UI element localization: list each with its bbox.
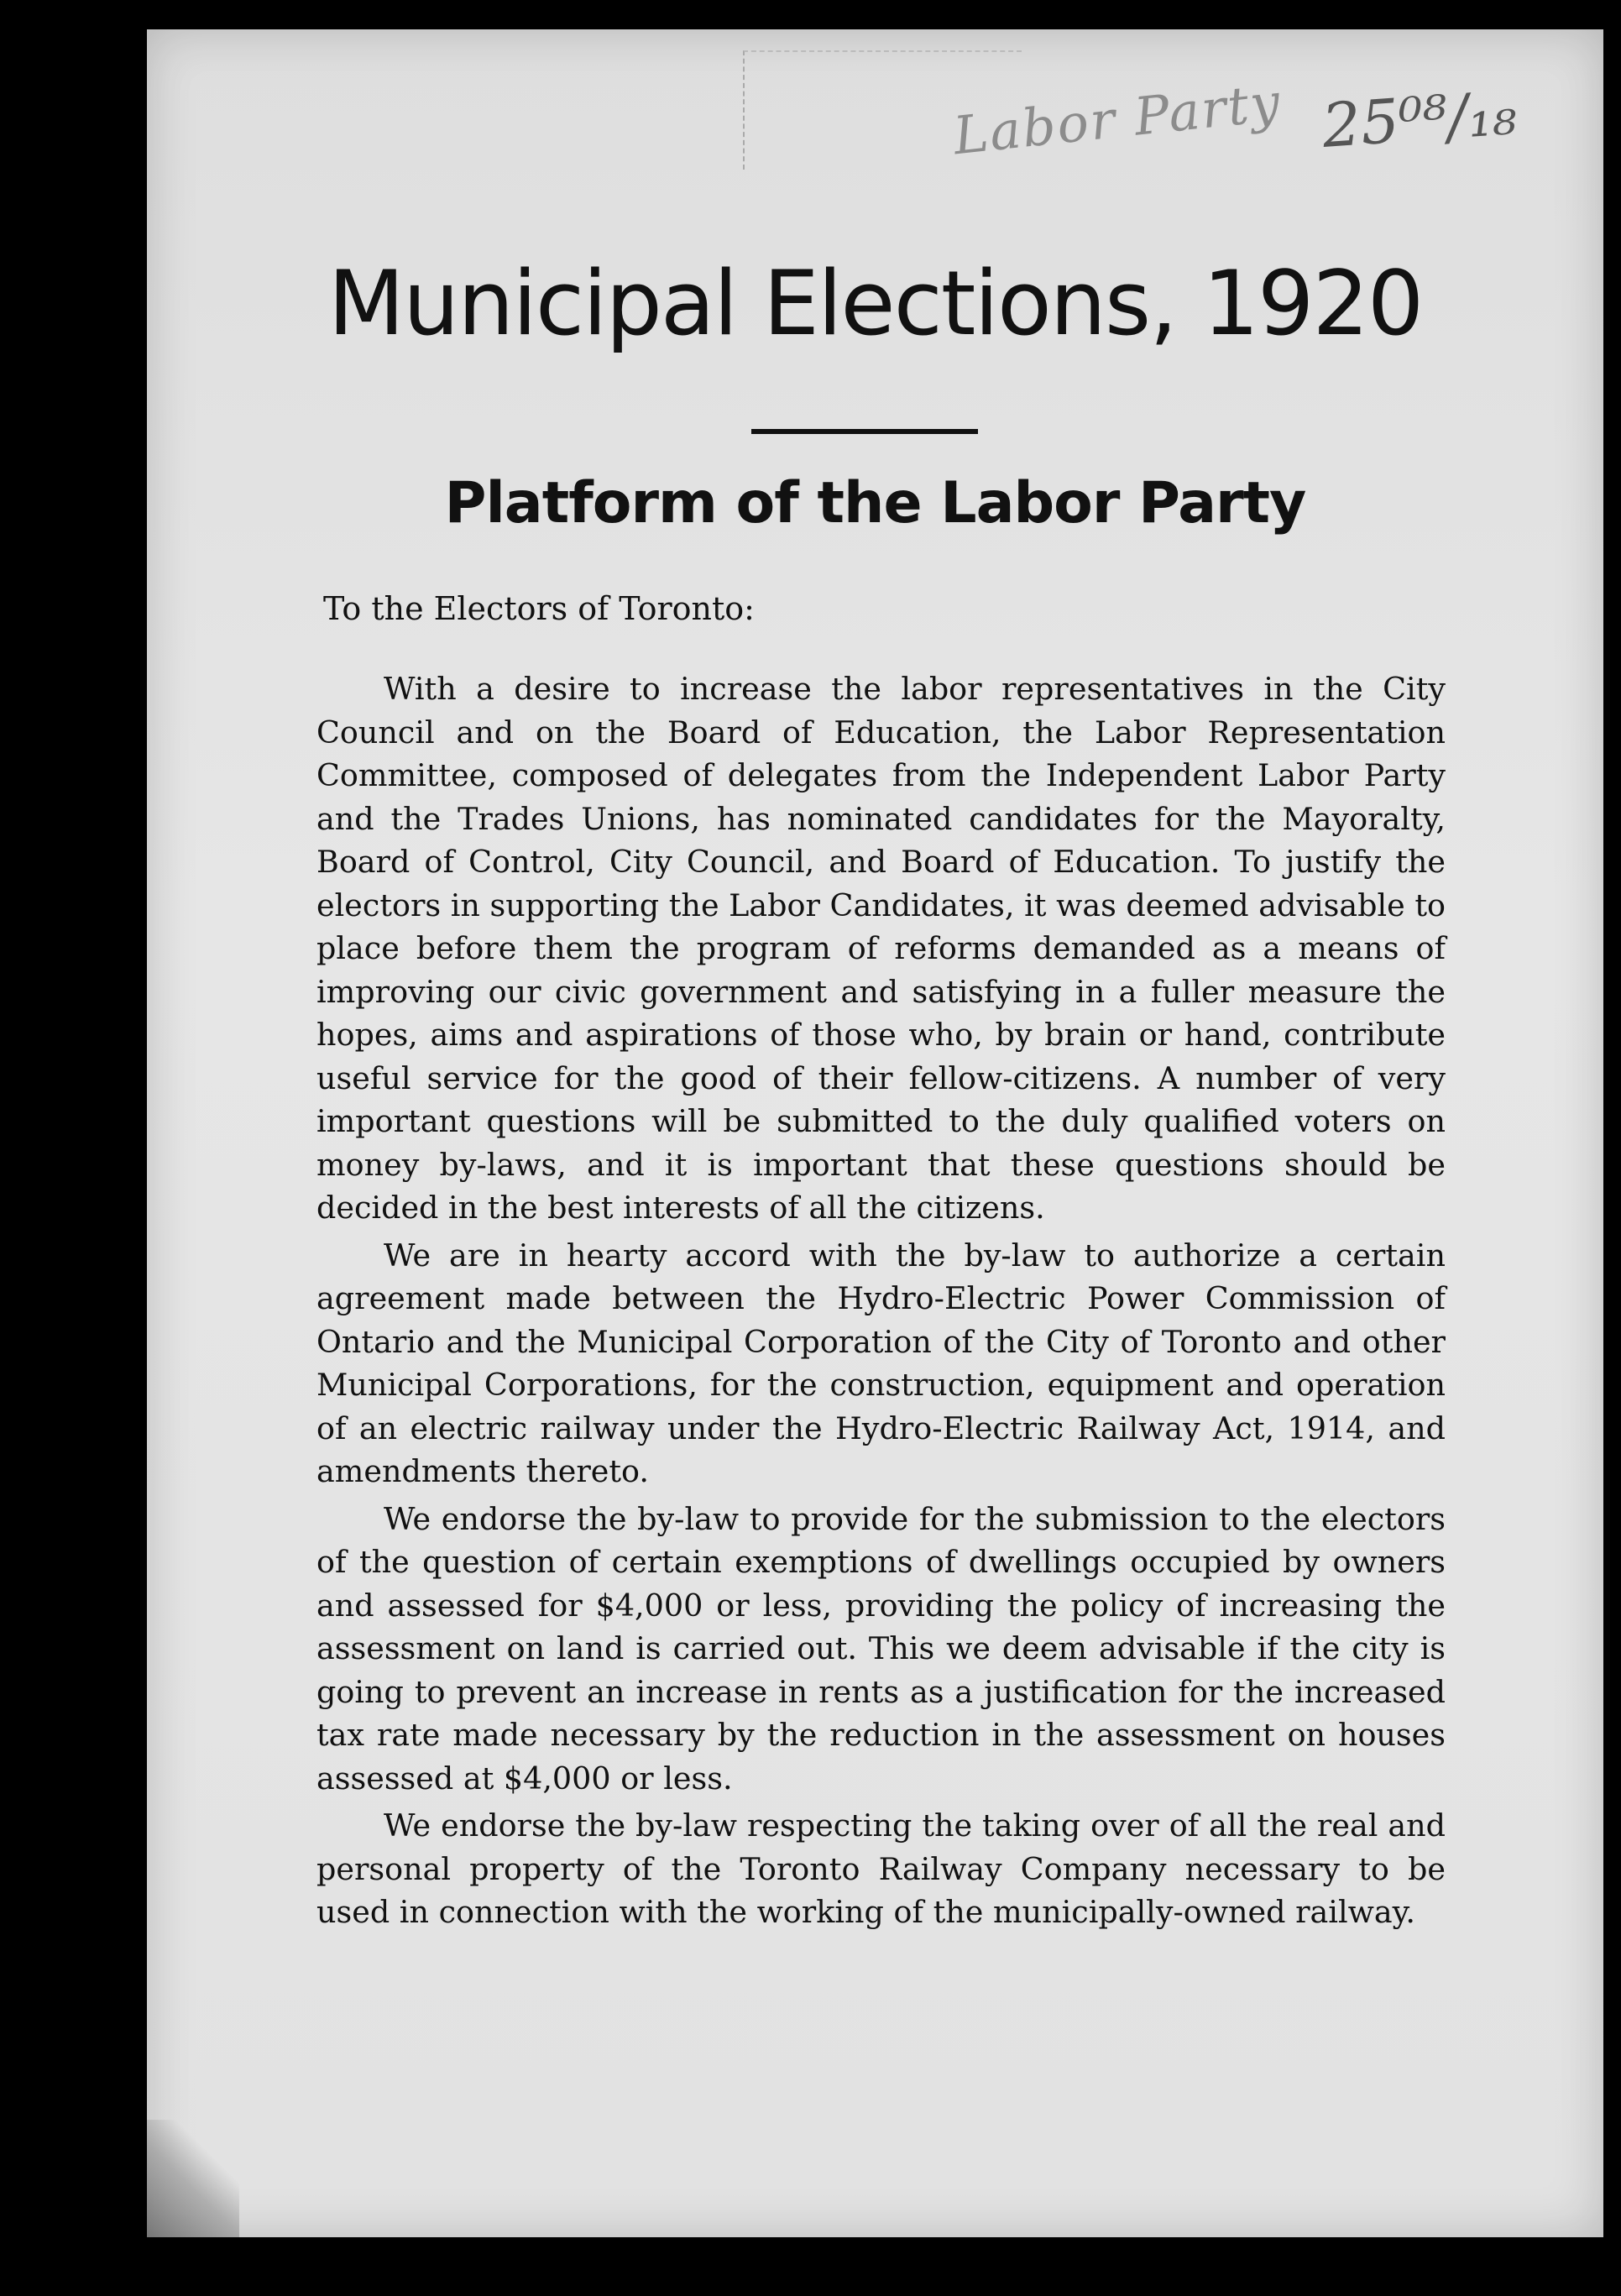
handwritten-note: Labor Party bbox=[950, 71, 1284, 167]
paragraph: We endorse the by-law respecting the taking over of all the real and personal property of the Toronto Railway Company necessary to be used in connection with the working of the municipally-owned railway. bbox=[316, 1807, 1446, 1930]
page-subtitle: Platform of the Labor Party bbox=[444, 470, 1306, 536]
page-title: Municipal Elections, 1920 bbox=[327, 252, 1423, 355]
document-page bbox=[147, 29, 1603, 2237]
paragraph: We are in hearty accord with the by-law to authorize a certain agreement made between the Hydro-Electric Power Commission of Ontario and the Municipal Corporation of the City of Toronto and other Municipal Corporations, for the construction, equipment and operation of an electric railway under the Hydro-Electric Railway Act, 1914, and amendments thereto. bbox=[316, 1237, 1446, 1489]
paragraph: We endorse the by-law to provide for the submission to the electors of the question of certain exemptions of dwellings occupied by owners and assessed for $4,000 or less, providing the policy of increasing the assessment on land is carried out. This we deem advisable if the city is going to prevent an increase in rents as a justification for the increased tax rate made necessary by the reduction in the assessment on houses assessed at $4,000 or less. bbox=[316, 1500, 1446, 1797]
salutation: To the Electors of Toronto: bbox=[323, 590, 755, 627]
catalog-annotation: 25⁰⁸/₁₈ bbox=[1320, 77, 1519, 161]
paragraph: With a desire to increase the labor representatives in the City Council and on the Board of Education, the Labor Representation Committee, composed of delegates from the Independent Labor Party and the Trades Unions, has nominated candidates for the Mayoralty, Board of Control, City Council, and Board of Education. To justify the electors in supporting the Labor Candidates, it was deemed advisable to place before them the program of reforms demanded as a means of improving our civic government and satisfying in a fuller measure the hopes, aims and aspirations of those who, by brain or hand, contribute useful service for the good of their fellow-citizens. A number of very important questions will be submitted to the duly qualified voters on money by-laws, and it is important that these questions should be decided in the best interests of all the citizens. bbox=[316, 671, 1446, 1226]
title-divider bbox=[751, 429, 978, 434]
body-text bbox=[316, 667, 1446, 1938]
